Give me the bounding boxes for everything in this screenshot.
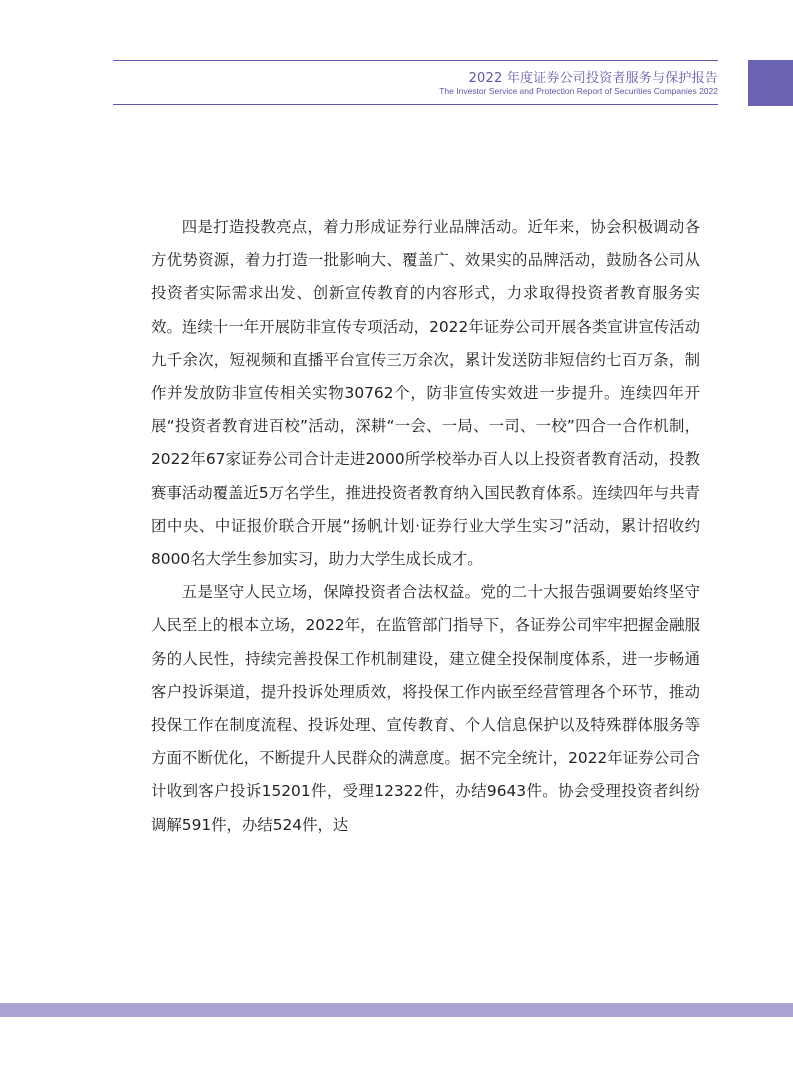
footer-band [0,1003,793,1017]
paragraph-investor-protection: 五是坚守人民立场，保障投资者合法权益。党的二十大报告强调要始终坚守人民至上的根本立场，2022年，在监管部门指导下，各证券公司牢牢把握金融服务的人民性，持续完善投保工作机制建设，建立健全投保制度体系，进一步畅通客户投诉渠道，提升投诉处理质效，将投保工作内嵌至经营管理各个环节，推动投保工作在制度流程、投诉处理、宣传教育、个人信息保护以及特殊群体服务等方面不断优化，不断提升人民群众的满意度。据不完全统计，2022年证券公司合计收到客户投诉15201件，受理12322件，办结9643件。协会受理投资者纠纷调解591件，办结524件，达 [151,583,700,834]
chapter-tab [748,60,793,106]
report-subtitle: The Investor Service and Protection Report of Securities Companies 2022 [439,86,718,96]
paragraph-investor-education: 四是打造投教亮点，着力形成证券行业品牌活动。近年来，协会积极调动各方优势资源，着力打造一批影响大、覆盖广、效果实的品牌活动，鼓励各公司从投资者实际需求出发、创新宣传教育的内容形式，力求取得投资者教育服务实效。连续十一年开展防非宣传专项活动，2022年证券公司开展各类宣讲宣传活动九千余次，短视频和直播平台宣传三万余次，累计发送防非短信约七百万条，制作并发放防非宣传相关实物30762个，防非宣传实效进一步提升。连续四年开展“投资者教育进百校”活动，深耕“一会、一局、一司、一校”四合一合作机制，2022年67家证券公司合计走进2000所学校举办百人以上投资者教育活动，投教赛事活动覆盖近5万名学生，推进投资者教育纳入国民教育体系。连续四年与共青团中央、中证报价联合开展“扬帆计划·证券行业大学生实习”活动，累计招收约8000名大学生参加实习，助力大学生成长成才。 [151,218,700,569]
report-title: 2022 年度证券公司投资者服务与保护报告 [468,71,718,86]
header-rule-top [113,60,718,61]
header-rule-bottom [113,104,718,105]
body-text [151,211,700,842]
